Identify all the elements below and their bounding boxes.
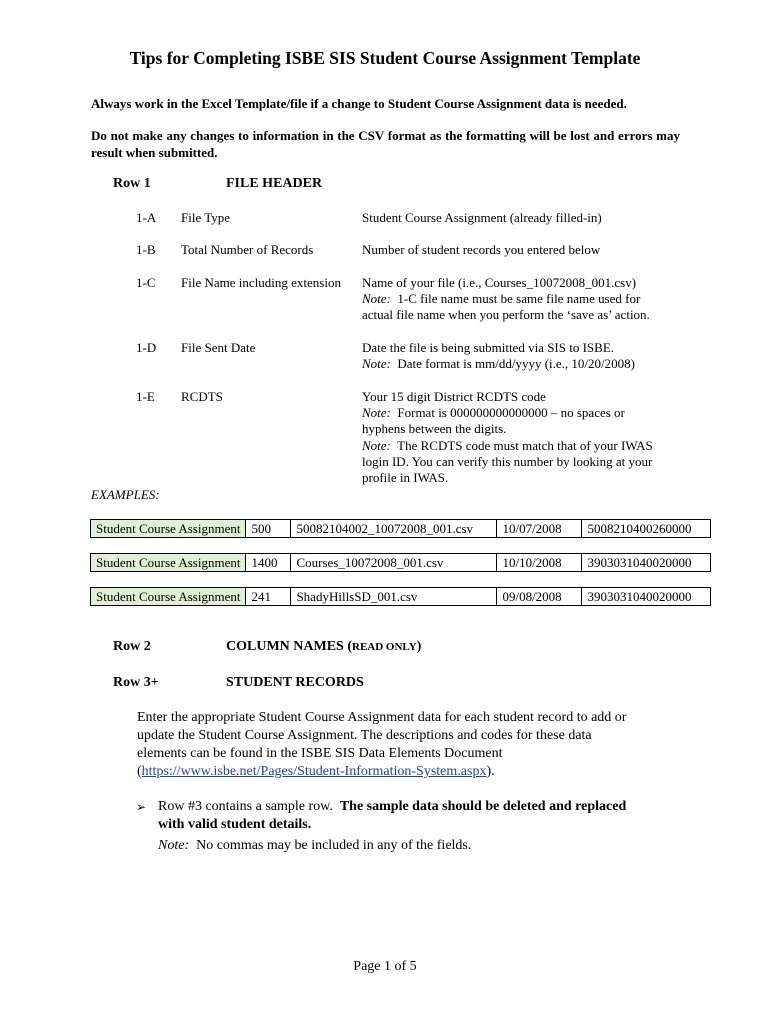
paren: ( bbox=[137, 764, 142, 779]
example-file-name: Courses_10072008_001.csv bbox=[291, 554, 497, 572]
row2-heading bbox=[226, 639, 421, 655]
note-text: actual file name when you perform the ‘save as’ action. bbox=[362, 307, 650, 322]
page-title: Tips for Completing ISBE SIS Student Course Assignment Template bbox=[129, 48, 641, 68]
page-number: Page 1 of 5 bbox=[353, 959, 417, 974]
example-rcdts: 3903031040020000 bbox=[582, 588, 711, 606]
row3-label: Row 3+ bbox=[113, 675, 159, 690]
body-line: update the Student Course Assignment. The descriptions and codes for these data bbox=[137, 728, 592, 743]
field-name: File Type bbox=[181, 210, 231, 225]
row2-label: Row 2 bbox=[113, 639, 151, 654]
field-id: 1-D bbox=[136, 340, 157, 355]
row1-label: Row 1 bbox=[113, 176, 151, 191]
intro-instruction-1: Always work in the Excel Template/file if a change to Student Course Assignment data is needed. bbox=[91, 96, 627, 111]
bullet-text: Row #3 contains a sample row. bbox=[158, 799, 340, 814]
field-id: 1-C bbox=[136, 275, 156, 290]
row2-heading-readonly: READ ONLY bbox=[352, 641, 417, 653]
body-line: Enter the appropriate Student Course Assignment data for each student record to add or bbox=[137, 710, 627, 725]
body-link-line bbox=[137, 763, 677, 781]
bullet-bold-text: with valid student details. bbox=[158, 817, 312, 832]
note-label: Note: bbox=[362, 405, 391, 420]
field-name: RCDTS bbox=[181, 389, 223, 404]
example-table-2 bbox=[90, 553, 711, 572]
data-elements-link[interactable]: https://www.isbe.net/Pages/Student-Information-System.aspx bbox=[141, 764, 487, 779]
field-name: File Sent Date bbox=[181, 340, 256, 355]
example-file-name: ShadyHillsSD_001.csv bbox=[291, 588, 497, 606]
field-note bbox=[362, 356, 635, 373]
field-id: 1-E bbox=[136, 389, 155, 404]
note-label: Note: bbox=[362, 291, 391, 306]
field-desc: Your 15 digit District RCDTS code bbox=[362, 389, 546, 404]
row2-heading-text: COLUMN NAMES ( bbox=[226, 639, 352, 654]
row1-heading: FILE HEADER bbox=[226, 176, 323, 191]
bullet-note: No commas may be included in any of the fields. bbox=[196, 838, 472, 853]
example-date: 10/07/2008 bbox=[497, 520, 582, 538]
example-date: 10/10/2008 bbox=[497, 554, 582, 572]
arrow-bullet-icon: ➢ bbox=[136, 800, 147, 814]
intro-instruction-2: Do not make any changes to information in the CSV format as the formatting will be lost and errors may result when submitted. bbox=[91, 128, 680, 160]
row2-heading-close: ) bbox=[416, 639, 422, 654]
example-date: 09/08/2008 bbox=[497, 588, 582, 606]
field-note bbox=[362, 438, 653, 455]
example-file-name: 50082104002_10072008_001.csv bbox=[291, 520, 497, 538]
field-id: 1-A bbox=[136, 210, 157, 225]
example-file-type: Student Course Assignment bbox=[91, 520, 246, 538]
field-id: 1-B bbox=[136, 242, 156, 257]
field-desc: Number of student records you entered below bbox=[362, 242, 601, 257]
table-row bbox=[91, 554, 711, 572]
table-row bbox=[91, 588, 711, 606]
note-text: The RCDTS code must match that of your IWAS bbox=[397, 438, 653, 453]
body-paragraph bbox=[137, 709, 677, 781]
body-line: elements can be found in the ISBE SIS Data Elements Document bbox=[137, 746, 503, 761]
field-note bbox=[362, 405, 625, 422]
field-name: File Name including extension bbox=[181, 275, 341, 290]
example-rcdts: 3903031040020000 bbox=[582, 554, 711, 572]
example-record-count: 241 bbox=[246, 588, 291, 606]
example-record-count: 500 bbox=[246, 520, 291, 538]
example-table-3 bbox=[90, 587, 711, 606]
table-row bbox=[91, 520, 711, 538]
note-text: Date format is mm/dd/yyyy (i.e., 10/20/2008) bbox=[397, 356, 635, 371]
note-label: Note: bbox=[362, 438, 391, 453]
bullet-item bbox=[158, 798, 678, 855]
example-rcdts: 5008210400260000 bbox=[582, 520, 711, 538]
note-label: Note: bbox=[362, 356, 391, 371]
example-record-count: 1400 bbox=[246, 554, 291, 572]
example-table-1 bbox=[90, 519, 711, 538]
field-desc: Name of your file (i.e., Courses_10072008_001.csv) bbox=[362, 275, 637, 290]
field-desc: Student Course Assignment (already filled-in) bbox=[362, 210, 602, 225]
note-text: hyphens between the digits. bbox=[362, 421, 507, 436]
bullet-bold-text: The sample data should be deleted and replaced bbox=[339, 799, 627, 814]
example-file-type: Student Course Assignment bbox=[91, 588, 246, 606]
note-text: 1-C file name must be same file name used for bbox=[397, 291, 641, 306]
note-text: Format is 000000000000000 – no spaces or bbox=[397, 405, 625, 420]
example-file-type: Student Course Assignment bbox=[91, 554, 246, 572]
field-note bbox=[362, 291, 640, 308]
field-name: Total Number of Records bbox=[181, 242, 314, 257]
note-text: login ID. You can verify this number by looking at your bbox=[362, 454, 653, 469]
row3-heading: STUDENT RECORDS bbox=[226, 675, 364, 690]
note-label: Note: bbox=[158, 838, 190, 853]
field-desc: Date the file is being submitted via SIS to ISBE. bbox=[362, 340, 615, 355]
examples-label: EXAMPLES: bbox=[91, 487, 160, 502]
note-text: profile in IWAS. bbox=[362, 470, 449, 485]
paren: ). bbox=[486, 764, 495, 779]
